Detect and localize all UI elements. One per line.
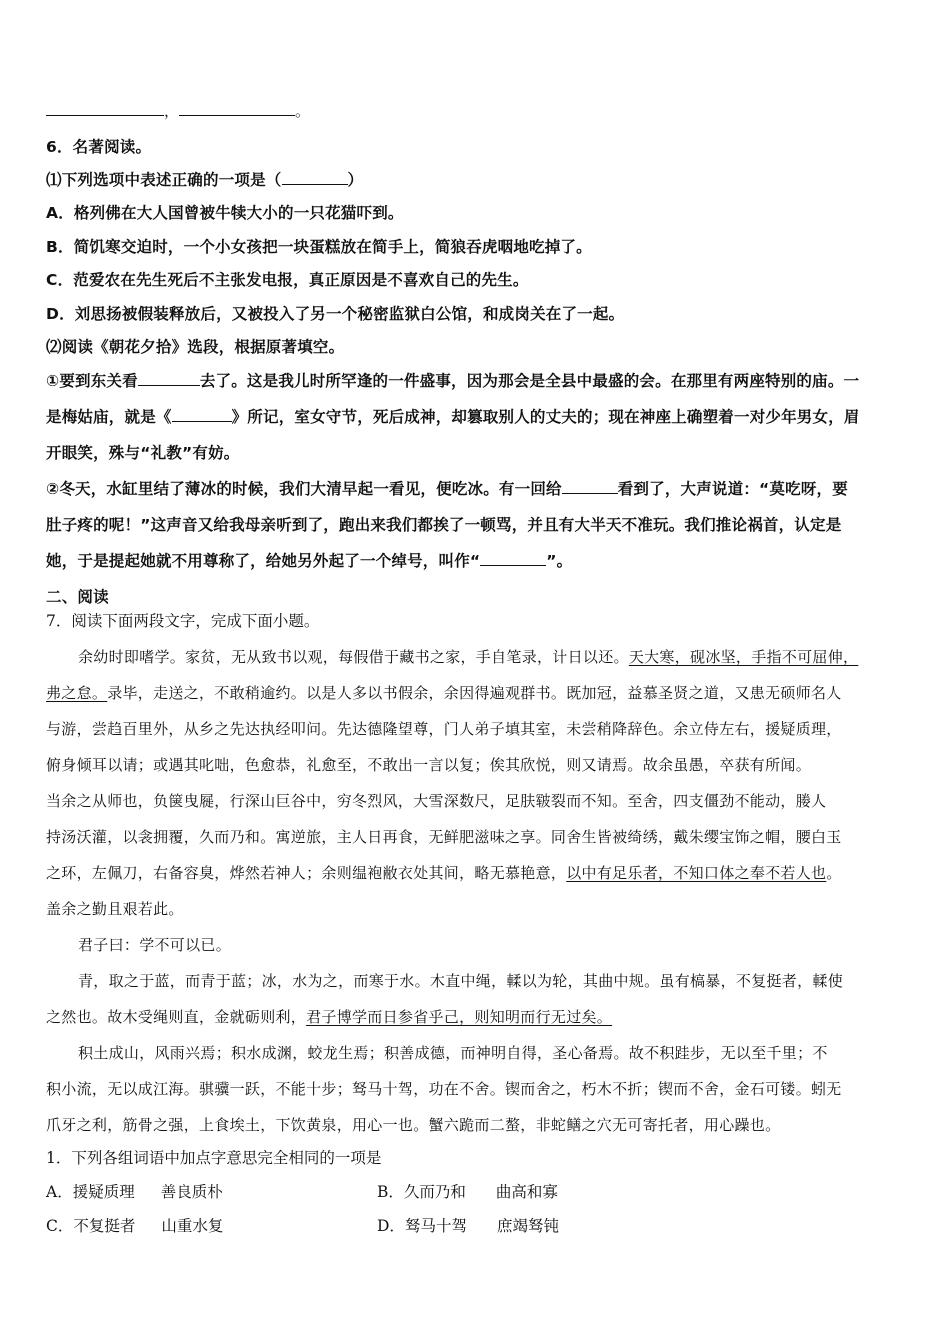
answer-blank[interactable] xyxy=(480,551,546,566)
q6-option-d: D．刘思扬被假装释放后，又被投入了另一个秘密监狱白公馆，和成岗关在了一起。 xyxy=(46,305,625,323)
q6-option-a: A．格列佛在大人国曾被牛犊大小的一只花猫吓到。 xyxy=(46,204,404,222)
text2-line6: 爪牙之利，筋骨之强，上食埃土，下饮黄泉，用心一也。蟹六跪而二螯，非蛇鳝之穴无可寄托者，用心躁也。 xyxy=(46,1116,781,1134)
choice-b[interactable]: B．久而乃和 曲高和寡 xyxy=(377,1183,558,1201)
passage1-line3: 开眼笑，殊与“礼教”有妨。 xyxy=(46,444,240,462)
q7-heading: 7．阅读下面两段文字，完成下面小题。 xyxy=(46,612,320,630)
text1-line2: 弗之怠。录毕，走送之，不敢稍逾约。以是人多以书假余，余因得遍观群书。既加冠，益慕圣贤之道，又患无硕师名人 xyxy=(46,684,842,702)
answer-blank[interactable] xyxy=(138,371,200,386)
q6-option-b: B．简饥寒交迫时，一个小女孩把一块蛋糕放在简手上，简狼吞虎咽地吃掉了。 xyxy=(46,238,592,256)
q6-heading: 6．名著阅读。 xyxy=(46,138,152,156)
choice-a[interactable]: A．援疑质理 善良质朴 xyxy=(46,1183,223,1201)
answer-blank[interactable] xyxy=(179,101,295,116)
passage2-line1: ②冬天，水缸里结了薄冰的时候，我们大清早起一看见，便吃冰。有一回给 看到了，大声说道：“莫吃呀，要 xyxy=(46,480,848,498)
choice-d[interactable]: D．驽马十驾 庶竭驽钝 xyxy=(377,1217,559,1235)
passage1-line1: ①要到东关看 去了。这是我儿时所罕逢的一件盛事，因为那会是全县中最盛的会。在那里有两座特别的庙。一 xyxy=(46,372,860,390)
text1-line6: 持汤沃灌，以衾拥覆，久而乃和。寓逆旅，主人日再食，无鲜肥滋味之享。同舍生皆被绮绣，戴朱缨宝饰之帽，腰白玉 xyxy=(46,828,842,846)
answer-blank[interactable] xyxy=(562,479,618,494)
text1-line1: 余幼时即嗜学。家贫，无从致书以观，每假借于藏书之家，手自笔录，计日以还。天大寒，砚冰坚，手指不可屈伸， xyxy=(78,648,859,666)
text2-line1: 君子曰：学不可以已。 xyxy=(78,936,232,954)
q7-sub1-stem: 1．下列各组词语中加点字意思完全相同的一项是 xyxy=(46,1149,382,1167)
passage2-line2: 肚子疼的呢！”这声音又给我母亲听到了，跑出来我们都挨了一顿骂，并且有大半天不准玩。我们推论祸首，认定是 xyxy=(46,516,842,534)
text1-line8: 盖余之勤且艰若此。 xyxy=(46,900,184,918)
answer-blanks-line: ， 。 xyxy=(46,100,310,122)
answer-blank[interactable] xyxy=(46,101,164,116)
text2-line3: 之然也。故木受绳则直，金就砺则利，君子博学而日参省乎己，则知明而行无过矣。 xyxy=(46,1008,613,1026)
choice-c[interactable]: C．不复挺者 山重水复 xyxy=(46,1217,224,1235)
text1-line3: 与游，尝趋百里外，从乡之先达执经叩问。先达德隆望尊，门人弟子填其室，未尝稍降辞色。余立侍左右，援疑质理， xyxy=(46,720,842,738)
answer-blank[interactable] xyxy=(282,170,348,185)
q6-sub2: ⑵阅读《朝花夕拾》选段，根据原著填空。 xyxy=(46,338,345,356)
text2-line5: 积小流，无以成江海。骐骥一跃，不能十步；驽马十驾，功在不舍。锲而舍之，朽木不折；锲而不舍，金石可镂。蚓无 xyxy=(46,1080,842,1098)
passage1-line2: 是梅姑庙，就是《 》所记，室女守节，死后成神，却篡取别人的丈夫的；现在神座上确塑着一对少年男女，眉 xyxy=(46,408,860,426)
answer-blank[interactable] xyxy=(172,407,232,422)
text2-line2: 青，取之于蓝，而青于蓝；冰，水为之，而寒于水。木直中绳，輮以为轮，其曲中规。虽有槁暴，不复挺者，輮使 xyxy=(78,972,844,990)
text1-line4: 俯身倾耳以请；或遇其叱咄，色愈恭，礼愈至，不敢出一言以复；俟其欣悦，则又请焉。故余虽愚，卒获有所闻。 xyxy=(46,756,812,774)
text2-line4: 积土成山，风雨兴焉；积水成渊，蛟龙生焉；积善成德，而神明自得，圣心备焉。故不积跬步，无以至千里；不 xyxy=(78,1044,828,1062)
q6-sub1: ⑴下列选项中表述正确的一项是（ ） xyxy=(46,171,364,189)
text1-line5: 当余之从师也，负箧曳屣，行深山巨谷中，穷冬烈风，大雪深数尺，足肤皲裂而不知。至舍，四支僵劲不能动，媵人 xyxy=(46,792,827,810)
text1-line7: 之环，左佩刀，右备容臭，烨然若神人；余则缊袍敝衣处其间，略无慕艳意，以中有足乐者，不知口体之奉不若人也。 xyxy=(46,864,842,882)
q6-option-c: C．范爱农在先生死后不主张发电报，真正原因是不喜欢自己的先生。 xyxy=(46,271,529,289)
passage2-line3: 她，于是提起她就不用尊称了，给她另外起了一个绰号，叫作“ ”。 xyxy=(46,552,573,570)
section-2-heading: 二、阅读 xyxy=(46,588,109,606)
